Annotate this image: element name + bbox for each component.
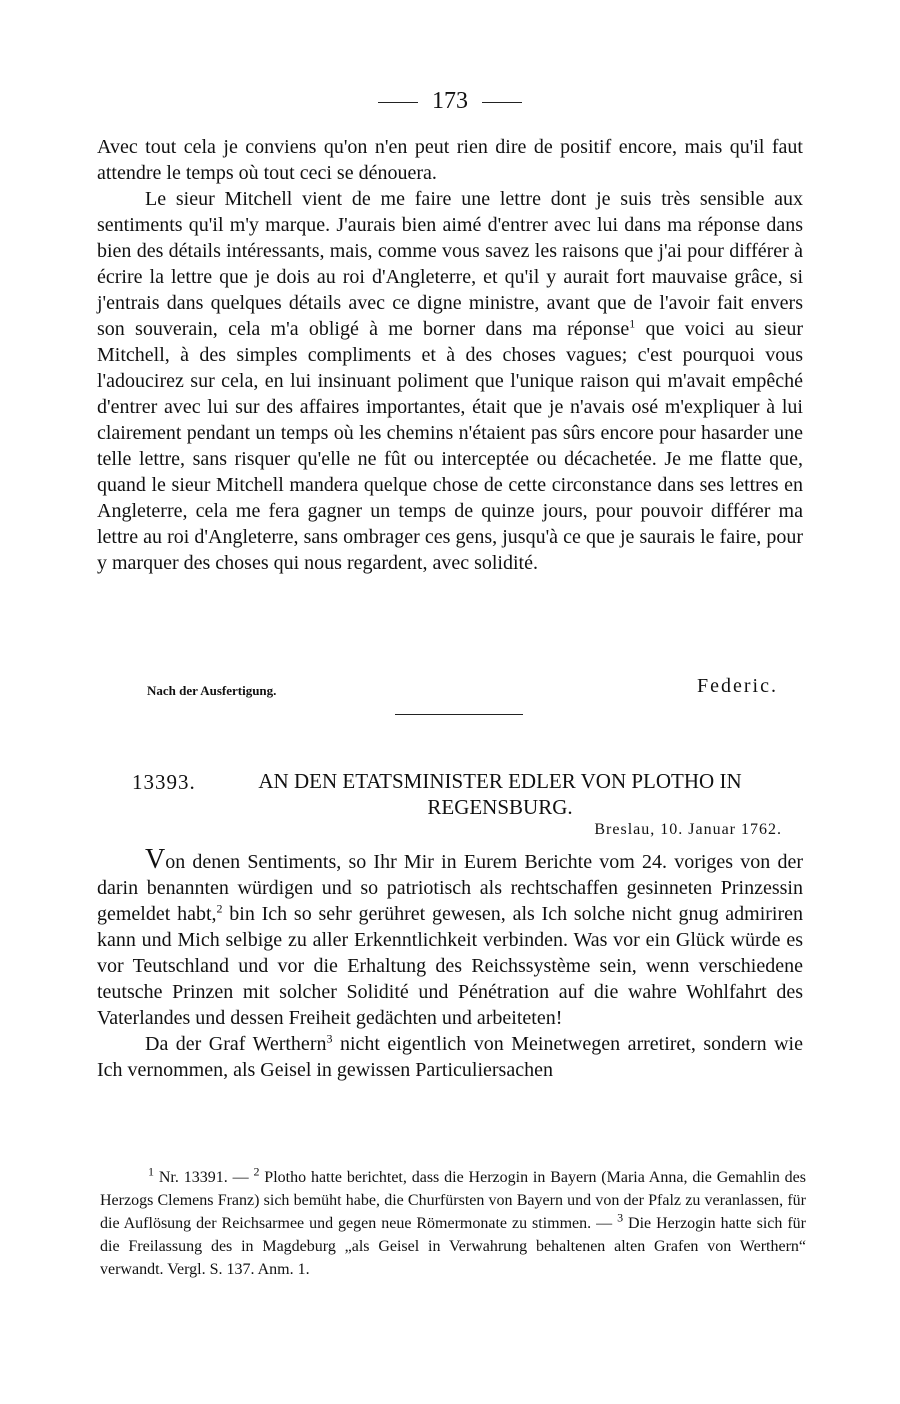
footnotes <box>100 1166 806 1281</box>
continuation-paragraph-2-part-b: que voici au sieur Mitchell, à des simples compliments et à des choses vagues; c'est pourquoi vous l'adoucirez sur cela, en lui insinuant poliment que l'unique raison qui m'avait empêché d'entrer avec lui sur des affaires importantes, était que je n'avais osé m'expliquer à lui clairement pendant un temps où les chemins n'étaient pas sûrs encore pour hasarder une telle lettre, sans risquer qu'elle ne fût ou interceptée ou décachetée. Je me flatte que, quand le sieur Mitchell mandera quelque chose de cette circonstance dans ses lettres en Angleterre, cela me fera gagner un temps de quinze jours, pour pouvoir différer ma lettre au roi d'Angleterre, sans ombrager ces gens, jusqu'à ce que je saurais le faire, pour y marquer des choses qui nous regardent, avec solidité. <box>97 318 803 574</box>
section-separator <box>395 714 523 715</box>
letter-paragraph-1 <box>97 844 803 1031</box>
continuation-paragraph-1: Avec tout cela je conviens qu'on n'en peut rien dire de positif encore, mais qu'il faut attendre le temps où tout ceci se dénouera. <box>97 136 803 184</box>
letter-paragraph-1-part-a: on denen Sentiments, so Ihr Mir in Eurem Berichte vom 24. voriges von der darin benannten würdigen und so patriotisch als rechtschaffen gesinneten Prinzessin gemeldet habt, <box>97 851 803 925</box>
letter-paragraph-2-part-a: Da der Graf Werthern <box>145 1033 327 1055</box>
footnote-mark-2: 2 <box>253 1164 260 1179</box>
footnote-mark-1: 1 <box>148 1164 154 1179</box>
page-number-text: 173 <box>432 88 468 114</box>
footnote-ref-3: 3 <box>326 1031 333 1046</box>
footnote-ref-2: 2 <box>216 901 223 916</box>
letter-paragraph-2-part-b: nicht eigentlich von Meinetwegen arretiret, sondern wie Ich vernommen, als Geisel in gewissen Particuliersachen <box>97 1033 803 1081</box>
page-number <box>0 88 900 115</box>
place-date: Breslau, 10. Januar 1762. <box>594 821 782 838</box>
footnote-3: Die Herzogin hatte sich für die Freilassung des in Magdeburg „als Geisel in Verwahrung behaltenen alten Grafen von Werthern“ verwandt. Vergl. S. 137. Anm. 1. <box>100 1215 807 1278</box>
letter-paragraph-2 <box>97 1031 803 1083</box>
letter-paragraph-1-part-b: bin Ich so sehr gerühret gewesen, als Ich solche nicht gnug admiriren kann und Mich selbige zu aller Erkenntlichkeit verbinden. Was vor ein Glück würde es vor Teutschland und vor die Erhaltung des Reichssystème sein, wenn verschiedene teutsche Prinzen mit solcher Solidité und Pénétration auf die wahre Wohlfahrt des Vaterlandes und dessen Freiheit gedächten und arbeiteten! <box>97 903 803 1029</box>
letter-heading: AN DEN ETATSMINISTER EDLER VON PLOTHO IN REGENSBURG. <box>258 769 742 819</box>
drop-cap: V <box>145 844 166 875</box>
footnote-2: Plotho hatte berichtet, dass die Herzogin in Bayern (Maria Anna, die Gemahlin des Herzogs Clemens Franz) sich bemüht habe, die Churfürsten von Bayern und von der Pfalz zu veranlassen, für die Auflösung der Reichsarmee und gegen neue Römermonate zu stimmen. — <box>100 1169 807 1232</box>
footnote-block <box>100 1166 806 1281</box>
source-note: Nach der Ausfertigung. <box>147 683 277 698</box>
letter-number: 13393. <box>132 770 196 794</box>
continuation-paragraph-2 <box>97 186 803 576</box>
footnote-1: Nr. 13391. — <box>154 1169 254 1186</box>
page-number-dash-left <box>378 102 418 103</box>
footnote-ref-1: 1 <box>629 316 636 331</box>
letter-text <box>97 844 803 1083</box>
footnote-mark-3: 3 <box>617 1210 624 1225</box>
continuation-paragraph-2-part-a: Le sieur Mitchell vient de me faire une lettre dont je suis très sensible aux sentiments qu'il m'y marque. J'aurais bien aimé d'entrer avec lui dans ma réponse dans bien des détails intéressants, mais, comme vous savez les raisons que j'ai pour différer à écrire la lettre que je dois au roi d'Angleterre, et qu'il y aurait fort mauvaise grâce, si j'entrais dans quelques détails avec ce digne ministre, avant que de l'avoir fait envers son souverain, cela m'a obligé à me borner dans ma réponse <box>97 188 803 340</box>
page-number-dash-right <box>482 102 522 103</box>
continuation-text <box>97 134 803 576</box>
signature: Federic. <box>697 675 778 697</box>
